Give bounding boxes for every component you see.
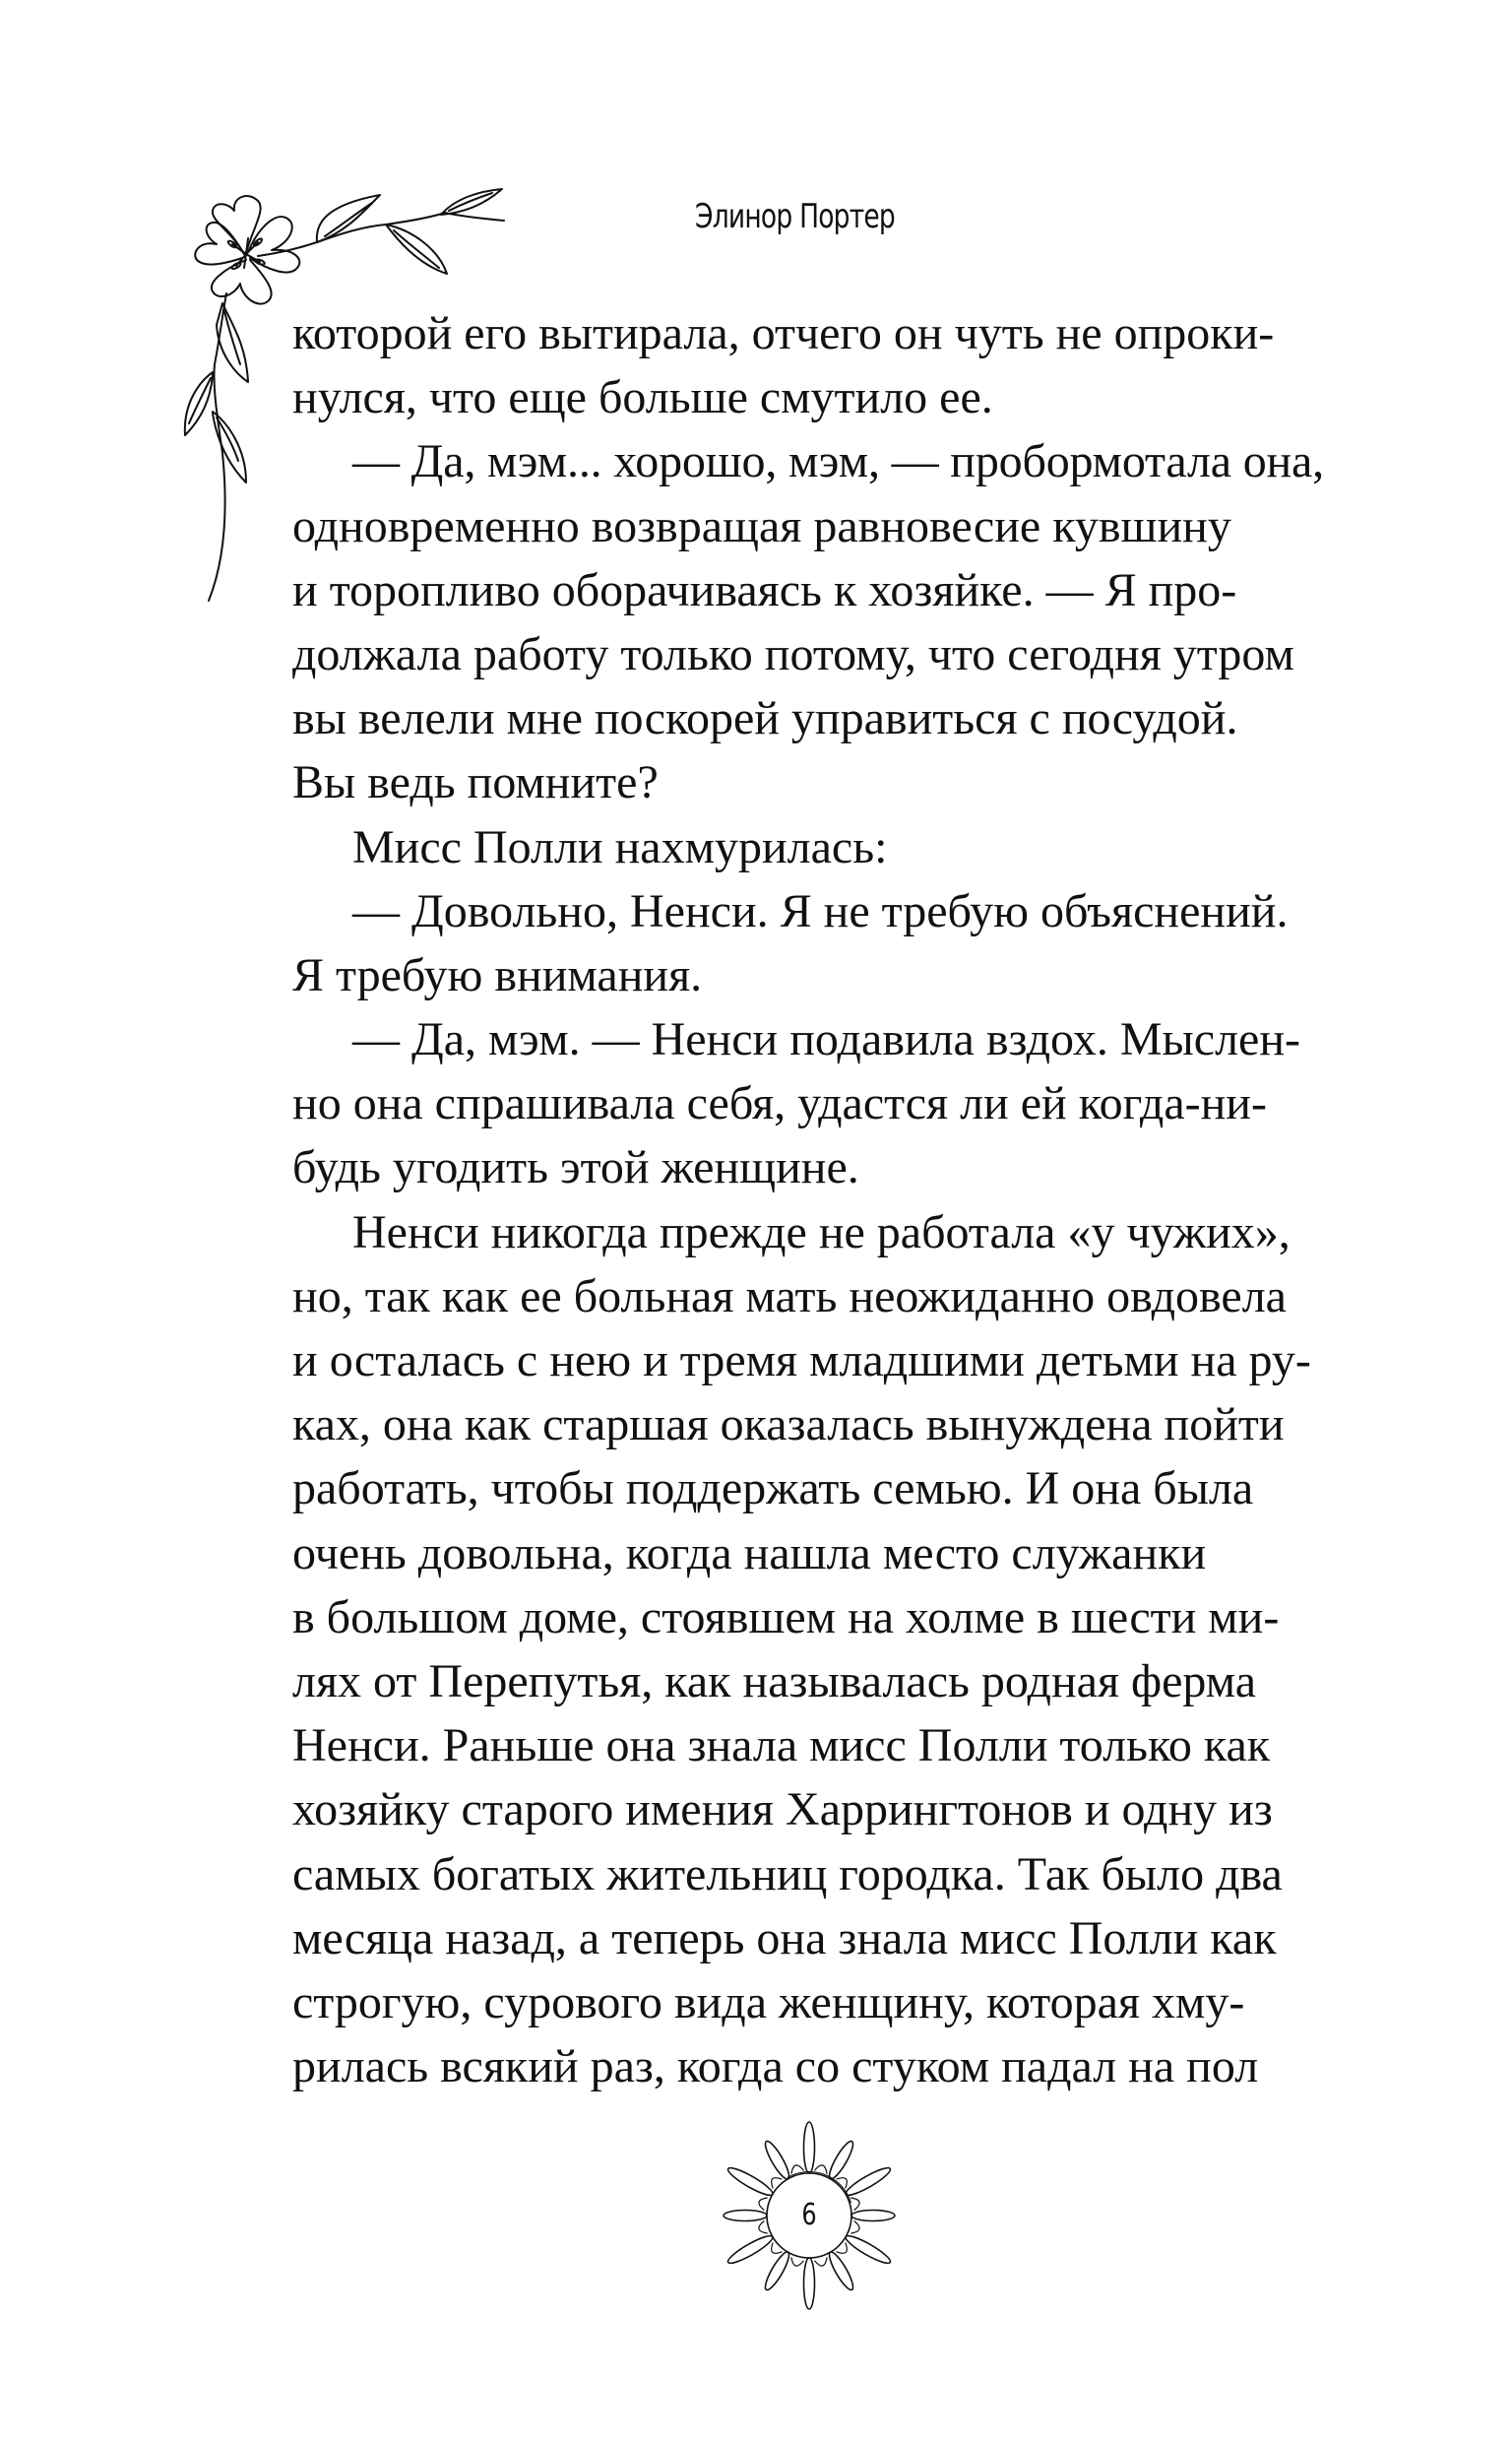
running-head-author: Элинор Портер bbox=[695, 197, 895, 236]
text-line: одновременно возвращая равновесие кувшину bbox=[292, 499, 1231, 552]
text-line: самых богатых жительниц городка. Так было два bbox=[292, 1847, 1283, 1900]
text-line: очень довольна, когда нашла место служанки bbox=[292, 1526, 1207, 1579]
text-line: лях от Перепутья, как называлась родная ферма bbox=[292, 1654, 1257, 1707]
text-line: нулся, что еще больше смутило ее. bbox=[292, 371, 993, 424]
text-line: и торопливо оборачиваясь к хозяйке. — Я про- bbox=[292, 563, 1237, 616]
text-line: Я требую внимания. bbox=[292, 948, 703, 1001]
text-line: должала работу только потому, что сегодня утром bbox=[292, 627, 1294, 680]
text-line: Ненси. Раньше она знала мисс Полли только как bbox=[292, 1719, 1271, 1772]
text-line: ках, она как старшая оказалась вынуждена пойти bbox=[292, 1398, 1285, 1451]
text-line: рилась всякий раз, когда со стуком падал на пол bbox=[292, 2040, 1259, 2093]
text-line: будь угодить этой женщине. bbox=[292, 1141, 859, 1194]
text-line: в большом доме, стоявшем на холме в шести ми- bbox=[292, 1590, 1280, 1643]
text-line: Вы ведь помните? bbox=[292, 756, 659, 809]
text-line: строгую, сурового вида женщину, которая хму- bbox=[292, 1975, 1245, 2028]
text-line: но, так как ее больная мать неожиданно овдовела bbox=[292, 1269, 1287, 1322]
text-line: которой его вытирала, отчего он чуть не опроки- bbox=[292, 307, 1275, 359]
text-line: работать, чтобы поддержать семью. И она была bbox=[292, 1462, 1254, 1515]
text-line: но она спрашивала себя, удастся ли ей когда-ни- bbox=[292, 1077, 1267, 1130]
body-text bbox=[292, 301, 1324, 2098]
text-line: месяца назад, а теперь она знала мисс Полли как bbox=[292, 1911, 1277, 1964]
text-line: вы велели мне поскорей управиться с посудой. bbox=[292, 692, 1238, 745]
page-number: 6 bbox=[801, 2198, 817, 2232]
text-line: и осталась с нею и тремя младшими детьми на ру- bbox=[292, 1334, 1311, 1386]
text-line: Ненси никогда прежде не работала «у чужих», bbox=[352, 1205, 1291, 1258]
text-line: — Довольно, Ненси. Я не требую объяснений. bbox=[352, 884, 1289, 937]
text-line: — Да, мэм. — Ненси подавила вздох. Мыслен- bbox=[352, 1013, 1300, 1066]
text-line: хозяйку старого имения Харрингтонов и одну из bbox=[292, 1783, 1273, 1836]
text-line: Мисс Полли нахмурилась: bbox=[352, 820, 888, 873]
text-line: — Да, мэм... хорошо, мэм, — пробормотала она, bbox=[352, 435, 1325, 488]
